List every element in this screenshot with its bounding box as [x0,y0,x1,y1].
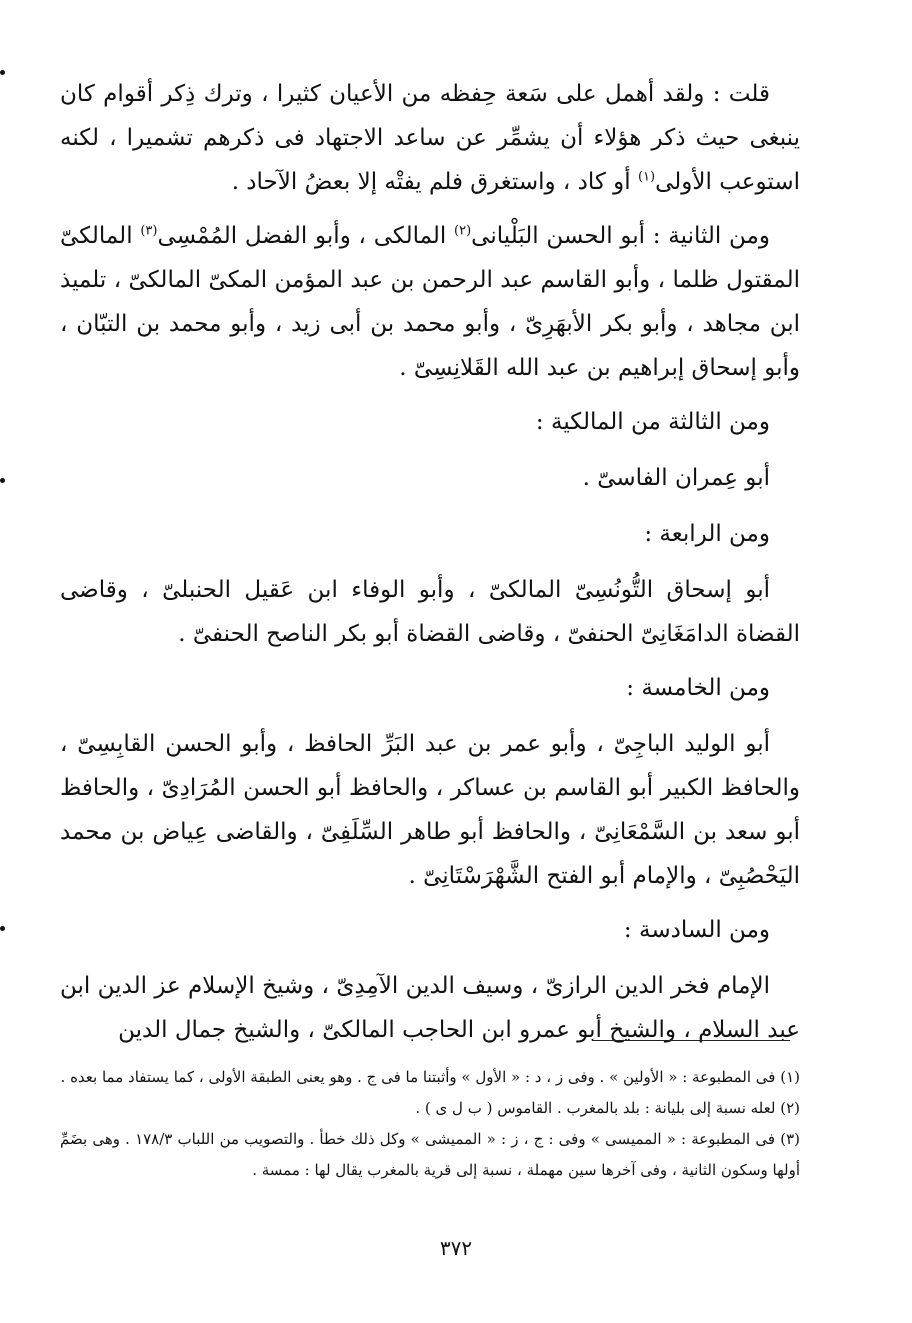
scan-mark [0,70,5,75]
section-body-fourth: أبو إسحاق التُّونُسِىّ المالكىّ ، وأبو الوفاء ابن عَقيل الحنبلىّ ، وقاضى القضاة الدامَغَانِىّ الحنفىّ ، وقاضى القضاة أبو بكر الناصح الحنفىّ . [60,577,800,647]
paragraph-second-class: ومن الثانية : أبو الحسن البَلْيانى$^{(٢)}$ المالكى ، وأبو الفضل المُمْسِى$^{(٣)}$ المالكىّ المقتول ظلما ، وأبو القاسم عبد الرحمن بن عبد المؤمن المكىّ المالكىّ ، تلميذ ابن مجاهد ، وأبو بكر الأبهَرِىّ ، وأبو محمد بن أبى زيد ، وأبو محمد بن التبّان ، وأبو إسحاق إبراهيم بن عبد الله القَلانِسِىّ . [60,223,800,381]
section-heading-third: ومن الثالثة من المالكية : [535,409,770,435]
footnote-1: (١) فى المطبوعة : « الأولين » . وفى ز ، د : « الأول » وأثبتنا ما فى ج . وهو يعنى الطبقة الأولى ، كما يستفاد مما بعده . [60,1068,800,1086]
page-number: ٣٧٢ [439,1236,473,1260]
scan-mark [0,926,5,931]
section-body-third: أبو عِمران الفاسىّ . [582,465,770,491]
footnote-2: (٢) لعله نسبة إلى بليانة : بلد بالمغرب . القاموس ( ب ل ى ) . [415,1099,800,1117]
footnote-3: (٣) فى المطبوعة : « المميسى » وفى : ج ، ز : « المميشى » وكل ذلك خطأ . والتصويب من اللباب ١٧٨/٣ . وهى بضَمِّ أولها وسكون الثانية ، وفى آخرها سين مهملة ، نسبة إلى قرية بالمغرب يقال لها : ممسة . [60,1130,800,1179]
section-heading-sixth: ومن السادسة : [623,917,770,943]
footnote-ref-1[interactable]: (١) [637,169,656,185]
paragraph-intro: قلت : ولقد أهمل على سَعة حِفظه من الأعيان كثيرا ، وترك ذِكر أقوام كان ينبغى حيث ذكر هؤلاء أن يشمِّر عن ساعد الاجتهاد فى ذكرهم تشميرا ، لكنه استوعب الأولى$^{(١)}$ أو كاد ، واستغرق فلم يفتْه إلا بعضُ الآحاد . [60,81,800,195]
section-body-fifth: أبو الوليد الباجِىّ ، وأبو عمر بن عبد البَرِّ الحافظ ، وأبو الحسن القابِسِىّ ، والحافظ الكبير أبو القاسم بن عساكر ، والحافظ أبو الحسن المُرَادِىّ ، والحافظ أبو سعد بن السَّمْعَانِىّ ، والحافظ أبو طاهر السِّلَفِىّ ، والقاضى عِياض بن محمد اليَحْصُبِىّ ، والإمام أبو الفتح الشَّهْرَسْتَانِىّ . [60,731,800,889]
section-heading-fifth: ومن الخامسة : [626,675,770,701]
footnote-ref-3[interactable]: (٣) [140,223,158,239]
footnote-ref-2[interactable]: (٢) [454,223,472,239]
footnote-divider [592,1040,790,1041]
footnotes [60,1062,800,1186]
page-body [60,72,800,1062]
section-heading-fourth: ومن الرابعة : [644,521,770,547]
scan-mark [0,478,5,483]
section-body-sixth: الإمام فخر الدين الرازىّ ، وسيف الدين الآمِدِىّ ، وشيخ الإسلام عز الدين ابن عبد السلام ، والشيخ أبو عمرو ابن الحاجب المالكىّ ، والشيخ جمال الدين [60,973,800,1043]
